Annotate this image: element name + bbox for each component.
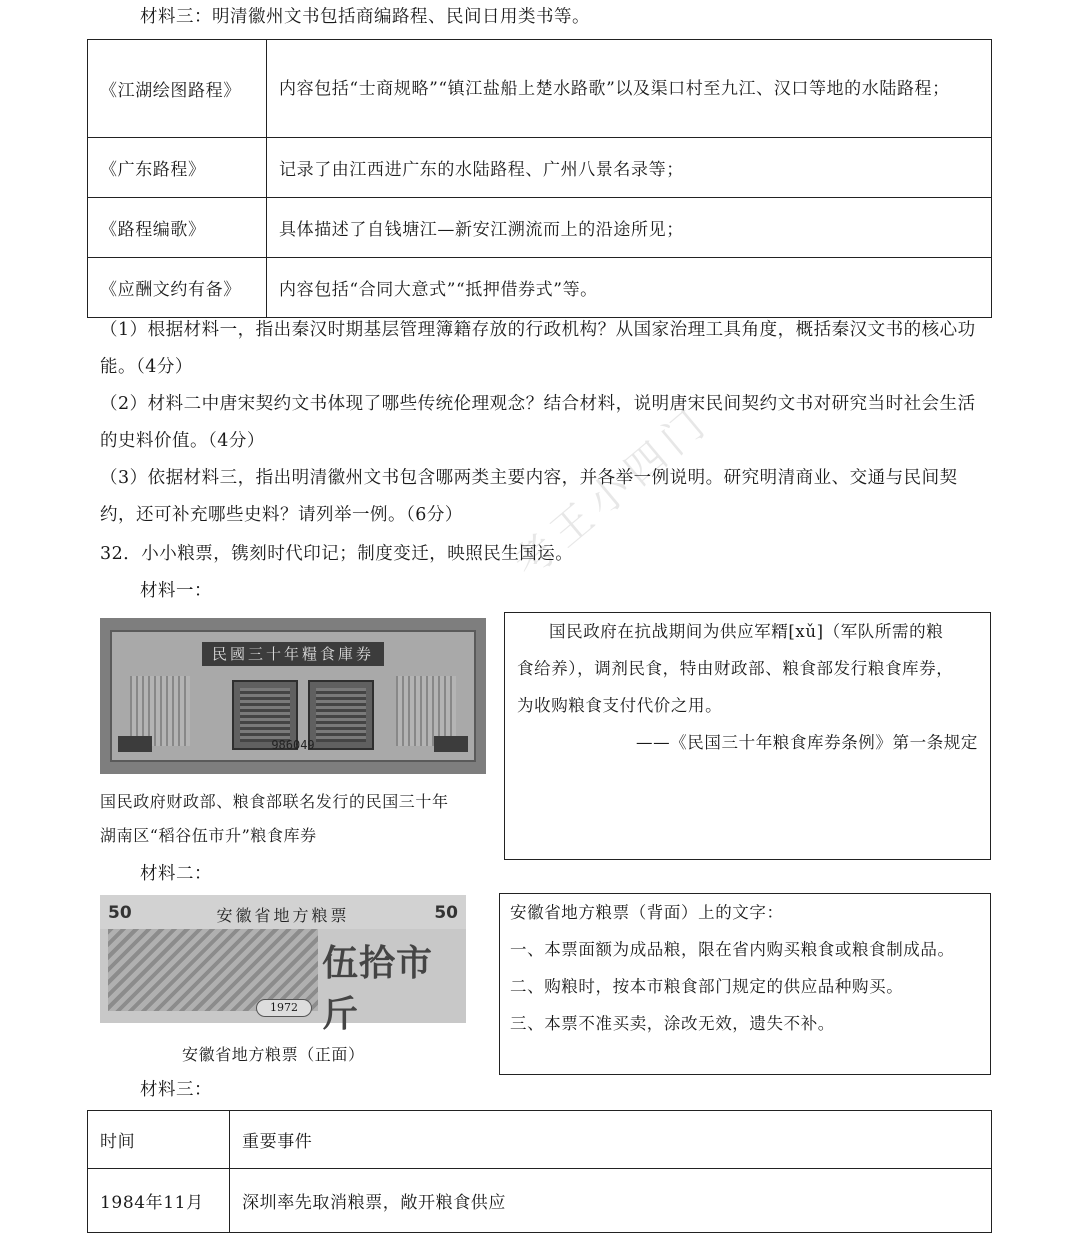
question-1: （1）根据材料一，指出秦汉时期基层管理簿籍存放的行政机构？从国家治理工具角度，概括秦汉文书的核心功能。（4分） — [100, 320, 976, 377]
ticket-title: 安徽省地方粮票 — [216, 906, 350, 925]
material-two-caption: 安徽省地方粮票（正面） — [182, 1045, 365, 1064]
question-32-heading: 32．小小粮票，镌刻时代印记；制度变迁，映照民生国运。 — [100, 544, 574, 564]
grain-bond-header: 民國三十年糧食庫券 — [202, 642, 384, 666]
documents-table — [87, 39, 992, 318]
material-three-label: 材料三： — [140, 1080, 212, 1100]
textbox-line: 食给养），调剂民食，特由财政部、粮食部发行粮食库券， — [517, 659, 954, 678]
table-row — [88, 138, 992, 198]
material-one-label: 材料一： — [140, 581, 212, 601]
table-cell-title: 《江湖绘图路程》 — [88, 40, 267, 138]
table-cell-title: 《路程编歌》 — [88, 198, 267, 258]
textbox-item: 二、购粮时，按本市粮食部门规定的供应品种购买。 — [510, 977, 904, 996]
question-3: （3）依据材料三，指出明清徽州文书包含哪两类主要内容，并各举一例说明。研究明清商业、交通与民间契约，还可补充哪些史料？请列举一例。（6分） — [100, 468, 958, 525]
table-row — [88, 198, 992, 258]
table-cell-content: 具体描述了自钱塘江—新安江溯流而上的沿途所见； — [267, 198, 992, 258]
table-cell-title: 《广东路程》 — [88, 138, 267, 198]
textbox-item: 一、本票面额为成品粮，限在省内购买粮食或粮食制成品。 — [510, 940, 955, 959]
ticket-denomination: 50 — [108, 903, 132, 923]
table-cell-event: 深圳率先取消粮票，敞开粮食供应 — [230, 1169, 992, 1233]
events-table — [87, 1110, 992, 1233]
table-row — [88, 40, 992, 138]
textbox-line: 为收购粮食支付代价之用。 — [517, 696, 723, 715]
grain-bond-serial: 986049 — [271, 738, 315, 752]
table-row — [88, 258, 992, 318]
table-cell-title: 《应酬文约有备》 — [88, 258, 267, 318]
material-two-textbox — [499, 893, 991, 1075]
grain-ticket-image — [100, 895, 466, 1035]
ticket-denomination: 50 — [434, 903, 458, 923]
question-2: （2）材料二中唐宋契约文书体现了哪些传统伦理观念？结合材料，说明唐宋民间契约文书对研究当时社会生活的史料价值。（4分） — [100, 394, 976, 451]
material-one-textbox — [504, 612, 991, 860]
material-three-intro: 材料三：明清徽州文书包括商编路程、民间日用类书等。 — [140, 7, 590, 27]
material-one-caption: 国民政府财政部、粮食部联名发行的民国三十年 — [100, 792, 449, 811]
column-header: 时间 — [88, 1111, 230, 1169]
textbox-item: 三、本票不准买卖，涂改无效，遗失不补。 — [510, 1014, 835, 1033]
table-row — [88, 1169, 992, 1233]
table-cell-content: 内容包括“士商规略”“镇江盐船上楚水路歌”以及渠口村至九江、汉口等地的水陆路程； — [267, 40, 992, 138]
table-cell-time: 1984年11月 — [88, 1169, 230, 1233]
textbox-heading: 安徽省地方粮票（背面）上的文字： — [510, 903, 784, 922]
textbox-line: 国民政府在抗战期间为供应军糈[xǔ]（军队所需的粮 — [549, 622, 944, 641]
material-two-label: 材料二： — [140, 864, 212, 884]
ticket-amount: 伍拾市斤 — [322, 943, 434, 1035]
watermark: 考王小四门 — [505, 397, 720, 588]
table-cell-content: 记录了由江西进广东的水陆路程、广州八景名录等； — [267, 138, 992, 198]
ticket-year: 1972 — [256, 999, 312, 1017]
grain-bond-image — [100, 618, 486, 774]
textbox-source: ——《民国三十年粮食库券条例》第一条规定 — [636, 733, 978, 752]
table-header-row — [88, 1111, 992, 1169]
table-cell-content: 内容包括“合同大意式”“抵押借券式”等。 — [267, 258, 992, 318]
column-header: 重要事件 — [230, 1111, 992, 1169]
material-one-caption: 湖南区“稻谷伍市升”粮食库券 — [100, 826, 317, 845]
